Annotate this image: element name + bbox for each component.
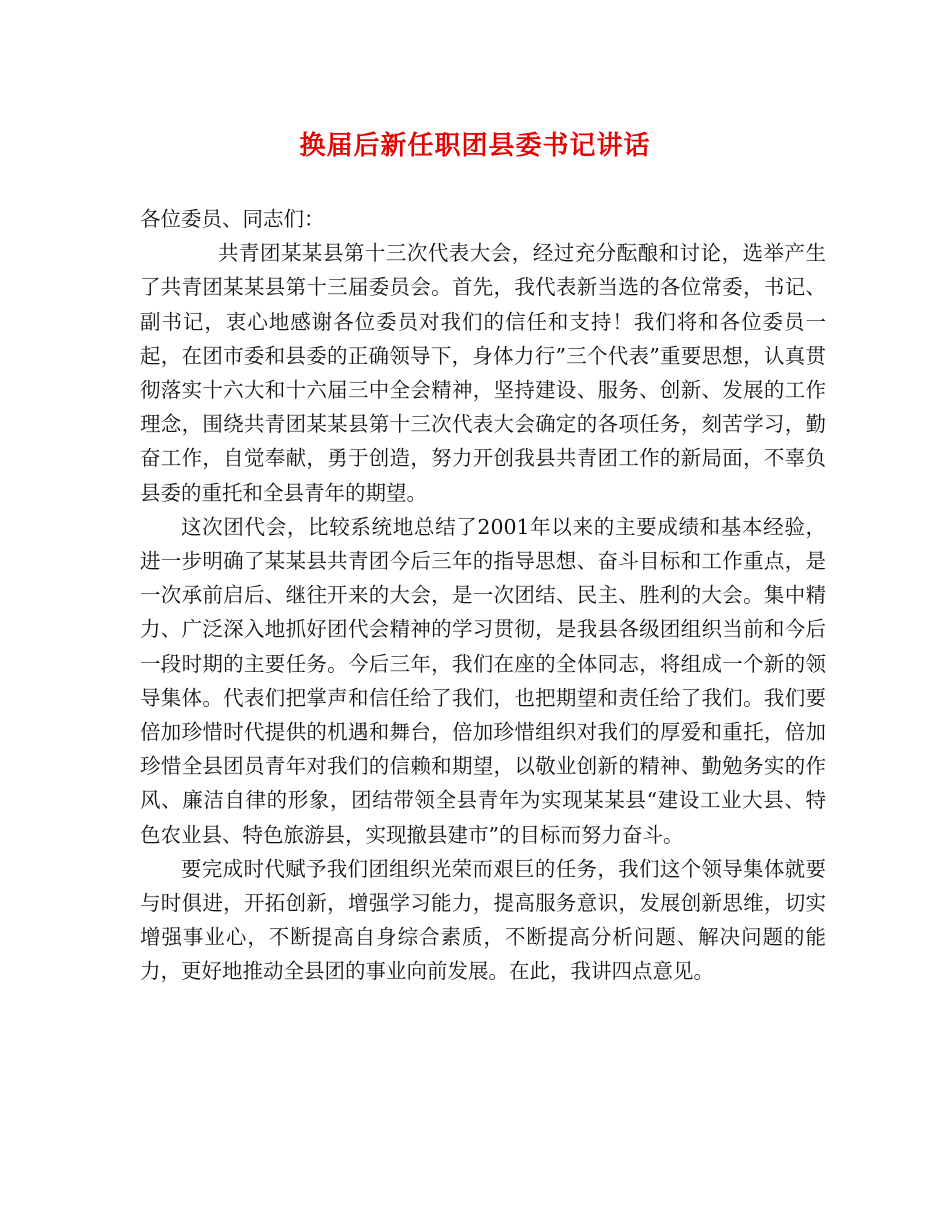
document-body [140,202,826,989]
document-title: 换届后新任职团县委书记讲话 [299,131,651,161]
salutation: 各位委员、同志们： [140,207,325,231]
paragraph-2: 这次团代会，比较系统地总结了2001年以来的主要成绩和基本经验，进一步明确了某某县共青团今后三年的指导思想、奋斗目标和工作重点，是一次承前启后、继往开来的大会，是一次团结、民主、胜利的大会。集中精力、广泛深入地抓好团代会精神的学习贯彻，是我县各级团组织当前和今后一段时期的主要任务。今后三年，我们在座的全体同志，将组成一个新的领导集体。代表们把掌声和信任给了我们，也把期望和责任给了我们。我们要倍加珍惜时代提供的机遇和舞台，倍加珍惜组织对我们的厚爱和重托，倍加珍惜全县团员青年对我们的信赖和期望，以敬业创新的精神、勤勉务实的作风、廉洁自律的形象，团结带领全县青年为实现某某县“建设工业大县、特色农业县、特色旅游县，实现撤县建市”的目标而努力奋斗。 [140,514,826,847]
paragraph-1: 共青团某某县第十三次代表大会，经过充分酝酿和讨论，选举产生了共青团某某县第十三届委员会。首先，我代表新当选的各位常委，书记、副书记，衷心地感谢各位委员对我们的信任和支持！我们将和各位委员一起，在团市委和县委的正确领导下，身体力行”三个代表”重要思想，认真贯彻落实十六大和十六届三中全会精神，坚持建设、服务、创新、发展的工作理念，围绕共青团某某县第十三次代表大会确定的各项任务，刻苦学习，勤奋工作，自觉奉献，勇于创造，努力开创我县共青团工作的新局面，不辜负县委的重托和全县青年的期望。 [140,241,826,505]
paragraph-3: 要完成时代赋予我们团组织光荣而艰巨的任务，我们这个领导集体就要与时俱进，开拓创新，增强学习能力，提高服务意识，发展创新思维，切实增强事业心，不断提高自身综合素质，不断提高分析问题、解决问题的能力，更好地推动全县团的事业向前发展。在此，我讲四点意见。 [140,856,826,984]
